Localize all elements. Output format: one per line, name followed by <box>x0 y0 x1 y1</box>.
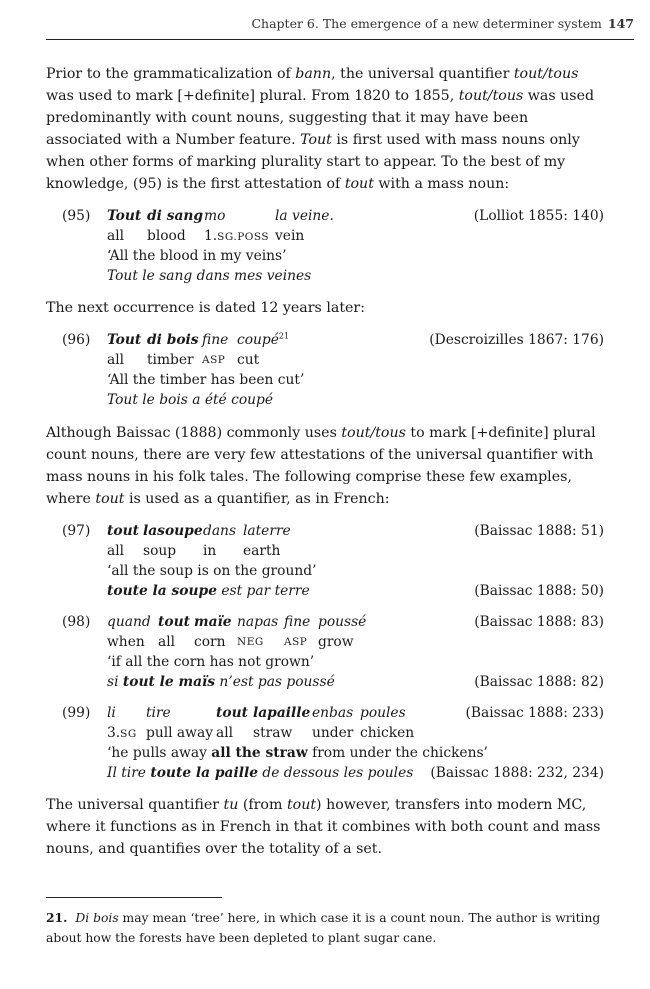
gloss: all <box>158 634 176 650</box>
french-equivalent <box>107 763 413 783</box>
example-number: (96) <box>62 332 91 348</box>
gloss <box>204 226 269 247</box>
footnote-ref[interactable]: 21 <box>278 331 290 341</box>
word: li <box>107 705 116 721</box>
text-run: The universal quantifier <box>46 797 224 813</box>
french-equivalent: Tout le bois a été coupé <box>107 392 274 408</box>
text-run: may mean ‘tree’ here, in which case it is a count noun. The author is writing about how the forests have been depleted to plant sugar cane. <box>46 911 601 945</box>
gloss: earth <box>243 543 281 559</box>
word: fine <box>202 332 229 348</box>
gloss: in <box>203 543 217 559</box>
french-equivalent: Tout le sang dans mes veines <box>107 268 312 284</box>
word: fine <box>284 614 311 630</box>
example-number: (97) <box>62 523 91 539</box>
text-run: ) however, transfers into modern MC, where it functions as in French in that it combines with both count and mass nouns, and quantifies over the totality of a set. <box>46 797 601 857</box>
french-line <box>46 390 604 410</box>
translation-line <box>46 370 604 390</box>
word: mo <box>204 208 226 224</box>
paragraph-baissac <box>46 422 604 510</box>
paragraph-next: The next occurrence is dated 12 years later: <box>46 300 365 316</box>
gloss: chicken <box>360 725 415 741</box>
french-line <box>46 763 604 783</box>
word: lapaille <box>253 705 311 721</box>
word: quand <box>107 614 151 630</box>
text-run: tu <box>223 797 239 813</box>
word: enbas <box>312 705 354 721</box>
word: dans <box>203 523 237 539</box>
text-run: with a mass noun: <box>373 176 510 192</box>
example-line <box>46 521 604 541</box>
word: la veine. <box>275 208 334 224</box>
word: tout <box>107 523 139 539</box>
french-equivalent <box>107 672 335 692</box>
translation-line <box>46 743 604 763</box>
text-run: tout/tous <box>513 66 579 82</box>
french-rest: n’est pas poussé <box>215 674 335 690</box>
example-97 <box>46 521 604 603</box>
gloss: all <box>107 543 125 559</box>
example-line <box>46 703 604 723</box>
example-95 <box>46 206 604 288</box>
gloss-line <box>46 350 604 370</box>
gloss-line <box>46 723 604 743</box>
translation: ‘All the timber has been cut’ <box>107 372 305 388</box>
translation <box>107 743 488 763</box>
word <box>237 330 289 350</box>
french-pre: si <box>107 674 123 690</box>
example-line <box>46 206 604 226</box>
gloss: ASP <box>284 636 308 648</box>
translation-pre: ‘he pulls away <box>107 745 212 761</box>
translation-rest: from under the chickens’ <box>307 745 488 761</box>
citation: (Baissac 1888: 50) <box>474 583 604 599</box>
footnote-number: 21. <box>46 910 68 925</box>
gloss: all <box>216 725 234 741</box>
french-bold: toute la soupe <box>107 583 217 599</box>
citation: (Baissac 1888: 83) <box>474 614 604 630</box>
french-line <box>46 672 604 692</box>
translation: ‘if all the corn has not grown’ <box>107 654 315 670</box>
example-number: (99) <box>62 705 91 721</box>
gloss <box>107 723 137 744</box>
gloss: pull away <box>146 725 213 741</box>
gloss: grow <box>318 634 354 650</box>
gloss-line <box>46 541 604 561</box>
gloss-part: 3. <box>107 725 121 741</box>
gloss: all <box>107 228 125 244</box>
word: poussé <box>318 614 367 630</box>
translation-line <box>46 561 604 581</box>
page-number: 147 <box>607 16 634 31</box>
word: poules <box>360 705 406 721</box>
gloss-part: 1. <box>204 228 218 244</box>
text-run: tout/tous <box>341 425 406 441</box>
word: tout <box>158 614 190 630</box>
text-run: tout <box>344 176 374 192</box>
citation: (Descroizilles 1867: 176) <box>429 332 604 348</box>
gloss-line <box>46 632 604 652</box>
text-run: tout <box>95 491 125 507</box>
translation: ‘All the blood in my veins’ <box>107 248 287 264</box>
gloss-line <box>46 226 604 246</box>
citation: (Lolliot 1855: 140) <box>473 208 604 224</box>
word: di bois <box>147 332 199 348</box>
word: di sang <box>147 208 204 224</box>
text-run: Although Baissac (1888) commonly uses <box>46 425 342 441</box>
paragraph-intro <box>46 63 604 195</box>
word-text: coupé <box>237 332 279 348</box>
text-run: bann <box>295 66 332 82</box>
text-run: , the universal quantifier <box>331 66 514 82</box>
example-98 <box>46 612 604 694</box>
text-run: to mark [+definite] plural count nouns, there are very few attestations of the universal quantifier with mass nouns in his folk tales. The following comprise these few examples, where <box>46 425 596 507</box>
citation: (Baissac 1888: 232, 234) <box>430 765 604 781</box>
footnote-rule <box>46 897 222 898</box>
text-run: is used as a quantifier, as in French: <box>124 491 390 507</box>
gloss: straw <box>253 725 293 741</box>
gloss: ASP <box>202 354 226 366</box>
translation-bold: all the straw <box>211 745 308 761</box>
citation: (Baissac 1888: 233) <box>465 705 604 721</box>
example-96 <box>46 330 604 412</box>
running-header <box>46 16 634 38</box>
gloss: corn <box>194 634 226 650</box>
gloss: all <box>107 352 125 368</box>
translation-line <box>46 246 604 266</box>
word: napas <box>237 614 279 630</box>
text-run: was used predominantly with count nouns, suggesting that it may have been associated with a Number feature. <box>46 88 595 148</box>
word: Tout <box>107 208 142 224</box>
gloss: blood <box>147 228 186 244</box>
text-run: tout/tous <box>458 88 524 104</box>
word: tout <box>216 705 248 721</box>
citation: (Baissac 1888: 51) <box>474 523 604 539</box>
example-line <box>46 330 604 350</box>
word: tire <box>146 705 171 721</box>
footnote-21 <box>46 908 636 948</box>
example-99 <box>46 703 604 785</box>
french-bold: tout le maïs <box>122 674 216 690</box>
word: maïe <box>194 614 232 630</box>
french-line <box>46 266 604 286</box>
text-run: tout <box>286 797 317 813</box>
example-line <box>46 612 604 632</box>
header-rule <box>46 39 634 40</box>
gloss: under <box>312 725 354 741</box>
gloss: when <box>107 634 145 650</box>
translation-line <box>46 652 604 672</box>
text-run: (from <box>238 797 287 813</box>
gloss: timber <box>147 352 194 368</box>
text-run: Di bois <box>75 911 119 925</box>
text-run: Prior to the grammaticalization of <box>46 66 296 82</box>
running-title: Chapter 6. The emergence of a new determiner system <box>251 16 602 31</box>
example-number: (98) <box>62 614 91 630</box>
gloss-part: SG.POSS <box>217 231 270 243</box>
gloss: cut <box>237 352 260 368</box>
translation: ‘all the soup is on the ground’ <box>107 563 317 579</box>
citation: (Baissac 1888: 82) <box>474 674 604 690</box>
example-number: (95) <box>62 208 91 224</box>
text-run: Tout <box>300 132 332 148</box>
word: Tout <box>107 332 142 348</box>
french-line <box>46 581 604 601</box>
french-rest: de dessous les poules <box>258 765 414 781</box>
word: lasoupe <box>143 523 203 539</box>
french-bold: toute la paille <box>150 765 258 781</box>
french-pre: Il tire <box>107 765 151 781</box>
text-run: is first used with mass nouns only when other forms of marking plurality start to appear. To the best of my knowledge, (95) is the first attestation of <box>46 132 580 192</box>
gloss: soup <box>143 543 177 559</box>
gloss-part: SG <box>120 728 137 740</box>
french-equivalent <box>107 581 310 601</box>
gloss: NEG <box>237 636 264 648</box>
paragraph-modern-mc <box>46 794 604 860</box>
gloss: vein <box>275 228 305 244</box>
word: laterre <box>243 523 291 539</box>
text-run: was used to mark [+definite] plural. From 1820 to 1855, <box>46 88 459 104</box>
french-rest: est par terre <box>216 583 310 599</box>
